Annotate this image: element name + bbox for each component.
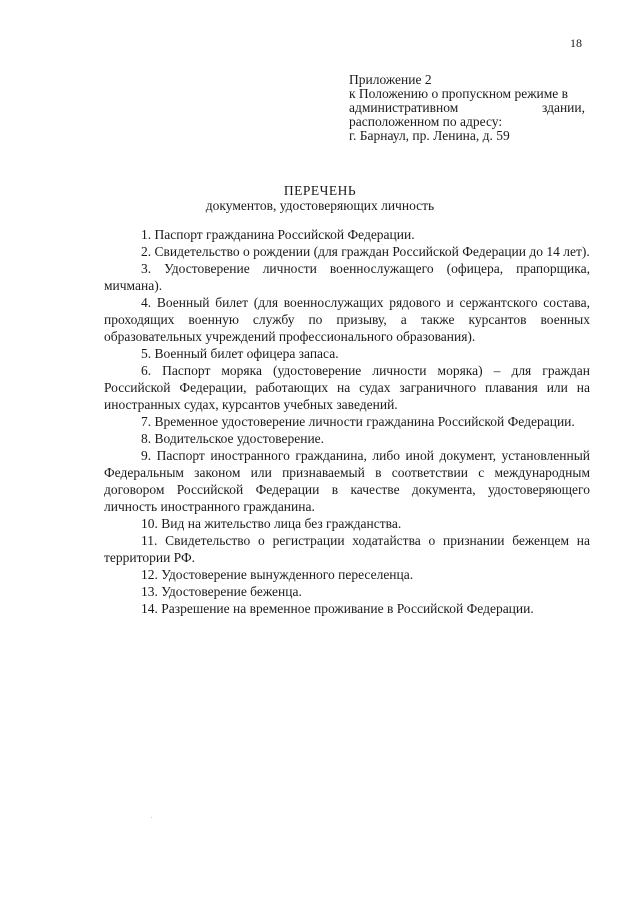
list-item: 6. Паспорт моряка (удостоверение личности моряка) – для граждан Российской Федерации, работающих на судах заграничного плавания или на иностранных судах, курсантов учебных заведений.: [104, 363, 590, 412]
list-item: 14. Разрешение на временное проживание в Российской Федерации.: [141, 601, 534, 616]
scan-speck: [151, 817, 152, 818]
list-item: 13. Удостоверение беженца.: [141, 584, 302, 599]
list-item: 8. Водительское удостоверение.: [141, 431, 325, 446]
annex-location: расположенном по адресу:: [349, 114, 503, 129]
annex-building-line: [349, 101, 585, 115]
annex-building-left: административном: [349, 100, 459, 115]
page-number: 18: [570, 36, 582, 50]
annex-title: Приложение 2: [349, 72, 432, 87]
annex-reference: к Положению о пропускном режиме в: [349, 86, 569, 101]
list-item: 5. Военный билет офицера запаса.: [141, 346, 339, 361]
annex-address: г. Барнаул, пр. Ленина, д. 59: [349, 128, 510, 143]
list-item: 3. Удостоверение личности военнослужащего (офицера, прапорщика, мичмана).: [104, 261, 590, 293]
document-list: [104, 226, 590, 617]
annex-header: [349, 73, 585, 143]
list-item: 10. Вид на жительство лица без гражданства.: [141, 516, 402, 531]
document-title: ПЕРЕЧЕНЬ: [283, 183, 357, 198]
list-item: 9. Паспорт иностранного гражданина, либо иной документ, установленный Федеральным законом или признаваемый в соответствии с международным договором Российской Федерации в качестве документа, удостоверяющего личность иностранного гражданина.: [104, 448, 590, 514]
list-item: 11. Свидетельство о регистрации ходатайства о признании беженцем на территории РФ.: [104, 533, 590, 565]
document-heading: [0, 183, 640, 213]
list-item: 7. Временное удостоверение личности гражданина Российской Федерации.: [141, 414, 575, 429]
annex-building-right: здании,: [542, 100, 585, 115]
document-subtitle: документов, удостоверяющих личность: [205, 198, 435, 213]
list-item: 2. Свидетельство о рождении (для граждан Российской Федерации до 14 лет).: [141, 244, 590, 259]
list-item: 1. Паспорт гражданина Российской Федерации.: [141, 227, 415, 242]
list-item: 12. Удостоверение вынужденного переселенца.: [141, 567, 414, 582]
list-item: 4. Военный билет (для военнослужащих рядового и сержантского состава, проходящих военную службу по призыву, а также курсантов военных образовательных учреждений профессионального образования).: [104, 295, 590, 344]
